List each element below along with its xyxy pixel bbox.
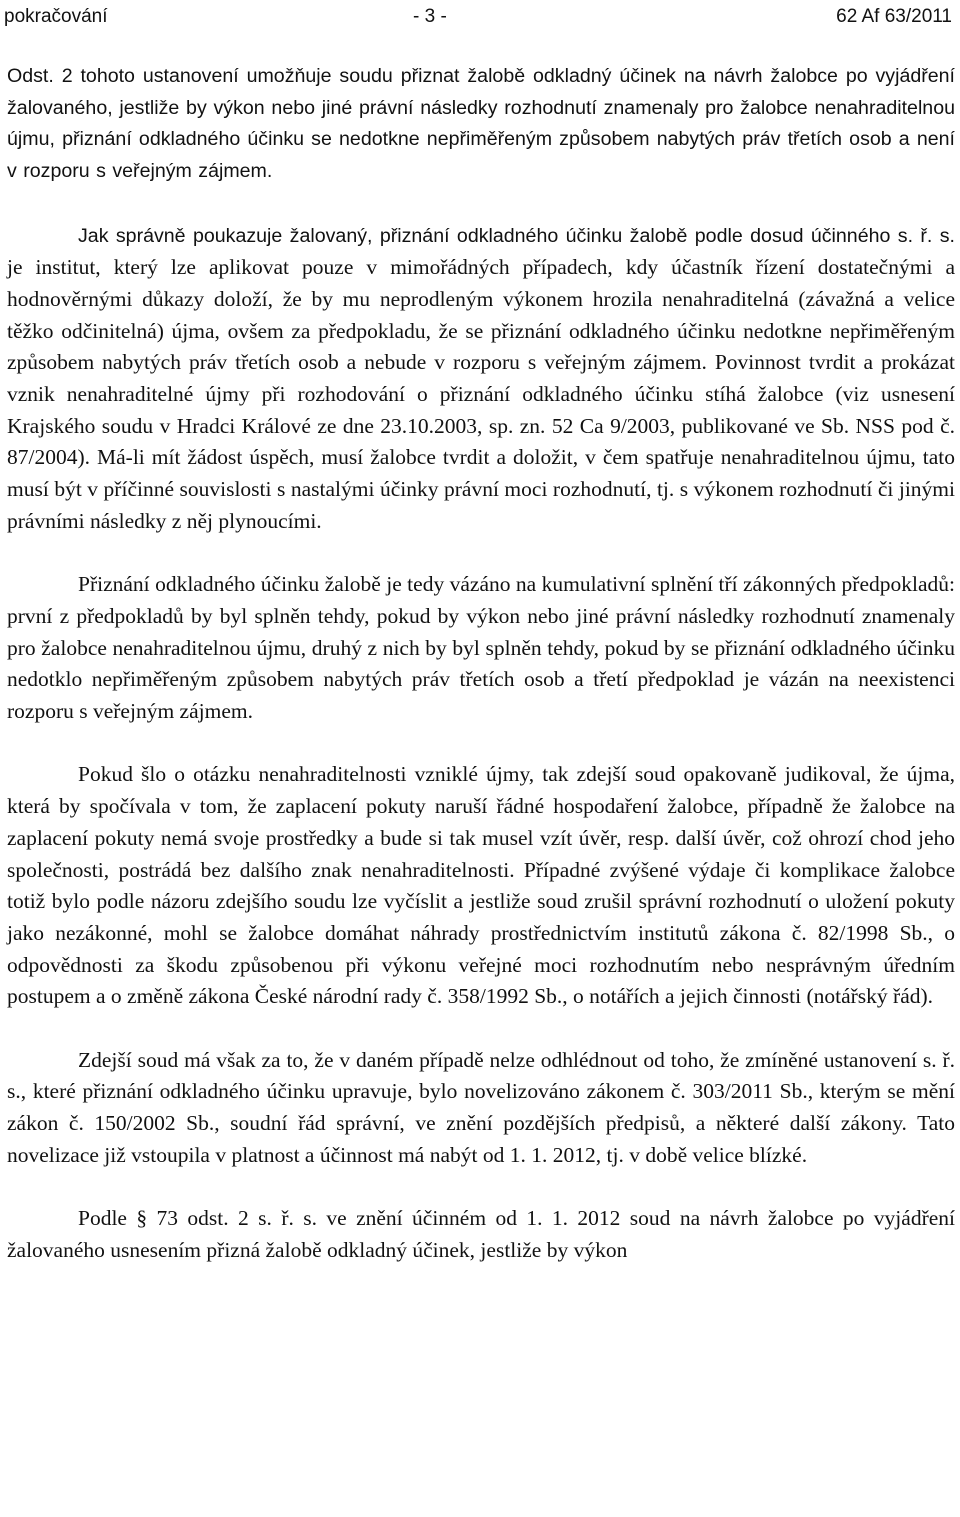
header-case-number: 62 Af 63/2011 [836,6,952,27]
paragraph-2-serif-run: je institut, který lze aplikovat pouze v mimořádných případech, kdy účastník řízení dostatečnými a hodnověrnými důkazy doloží, že by mu neprodleným výkonem hrozila nenahraditelná (závažná a velice těžko odčinitelná) újma, ovšem za předpokladu, že se přiznání odkladného účinku nedotkne nepřiměřeným způsobem nabytých práv třetích osob a nebude v rozporu s veřejným zájmem. Povinnost tvrdit a prokázat vznik nenahraditelné újmy při rozhodování o přiznání odkladného účinku stíhá žalobce (viz usnesení Krajského soudu v Hradci Králové ze dne 23.10.2003, sp. zn. 52 Ca 9/2003, publikované ve Sb. NSS pod č. 87/2004). Má-li mít žádost úspěch, musí žalobce tvrdit a doložit, v čem spatřuje nenahraditelnou újmu, tato musí být v příčinné souvislosti s nastalými účinky právní moci rozhodnutí, tj. s výkonem rozhodnutí či jinými právními následky z něj plynoucími. [7,255,955,533]
header-continuation: pokračování [4,6,108,27]
paragraph-5: Zdejší soud má však za to, že v daném případě nelze odhlédnout od toho, že zmíněné ustanovení s. ř. s., které přiznání odkladného účinku upravuje, bylo novelizováno zákonem č. 303/2011 Sb., kterým se mění zákon č. 150/2002 Sb., soudní řád správní, ve znění pozdějších předpisů, a některé další zákony. Tato novelizace již vstoupila v platnost a účinnost má nabýt od 1. 1. 2012, tj. v době velice blízké. [7,1047,955,1167]
header-page-number: - 3 - [413,6,447,27]
paragraph-1: Odst. 2 tohoto ustanovení umožňuje soudu přiznat žalobě odkladný účinek na návrh žalobce po vyjádření žalovaného, jestliže by výkon nebo jiné právní následky rozhodnutí znamenaly pro žalobce nenahraditelnou újmu, přiznání odkladného účinku se nedotkne nepřiměřeným způsobem nabytých práv třetích osob a není v rozporu s veřejným zájmem. [7,65,955,183]
paragraph-2 [7,220,955,538]
paragraph-4: Pokud šlo o otázku nenahraditelnosti vzniklé újmy, tak zdejší soud opakovaně judikoval, že újma, která by spočívala v tom, že zaplacení pokuty naruší řádné hospodaření žalobce, případně že žalobce na zaplacení pokuty nemá svoje prostředky a bude si tak musel vzít úvěr, resp. další úvěr, což ohrozí chod jeho společnosti, postrádá bez dalšího znak nenahraditelnosti. Případné zvýšené výdaje či komplikace žalobce totiž bylo podle názoru zdejšího soudu lze vyčíslit a jestliže soud zrušil správní rozhodnutí o uložení pokuty jako nezákonné, mohl se žalobce domáhat náhrady prostřednictvím institutů zákona č. 82/1998 Sb., o odpovědnosti za škodu způsobenou při výkonu veřejné moci rozhodnutím nebo nesprávným úředním postupem a o změně zákona České národní rady č. 358/1992 Sb., o notářích a jejich činnosti (notářský řád). [7,762,955,1009]
document-body [7,61,955,1267]
paragraph-2-sans-run: Jak správně poukazuje žalovaný, přiznání odkladného účinku žalobě podle dosud účinného s. ř. s. [78,224,955,247]
paragraph-3: Přiznání odkladného účinku žalobě je tedy vázáno na kumulativní splnění tří zákonných předpokladů: první z předpokladů by byl splněn tehdy, pokud by výkon nebo jiné právní následky rozhodnutí znamenaly pro žalobce nenahraditelnou újmu, druhý z nich by byl splněn tehdy, pokud by se přiznání odkladného účinku nedotklo nepřiměřeným způsobem nabytých práv třetích osob a třetí předpoklad je vázán na neexistenci rozporu s veřejným zájmem. [7,572,955,724]
paragraph-6: Podle § 73 odst. 2 s. ř. s. ve znění účinném od 1. 1. 2012 soud na návrh žalobce po vyjádření žalovaného usnesením přizná žalobě odkladný účinek, jestliže by výkon [7,1206,955,1262]
page-header [4,4,956,30]
